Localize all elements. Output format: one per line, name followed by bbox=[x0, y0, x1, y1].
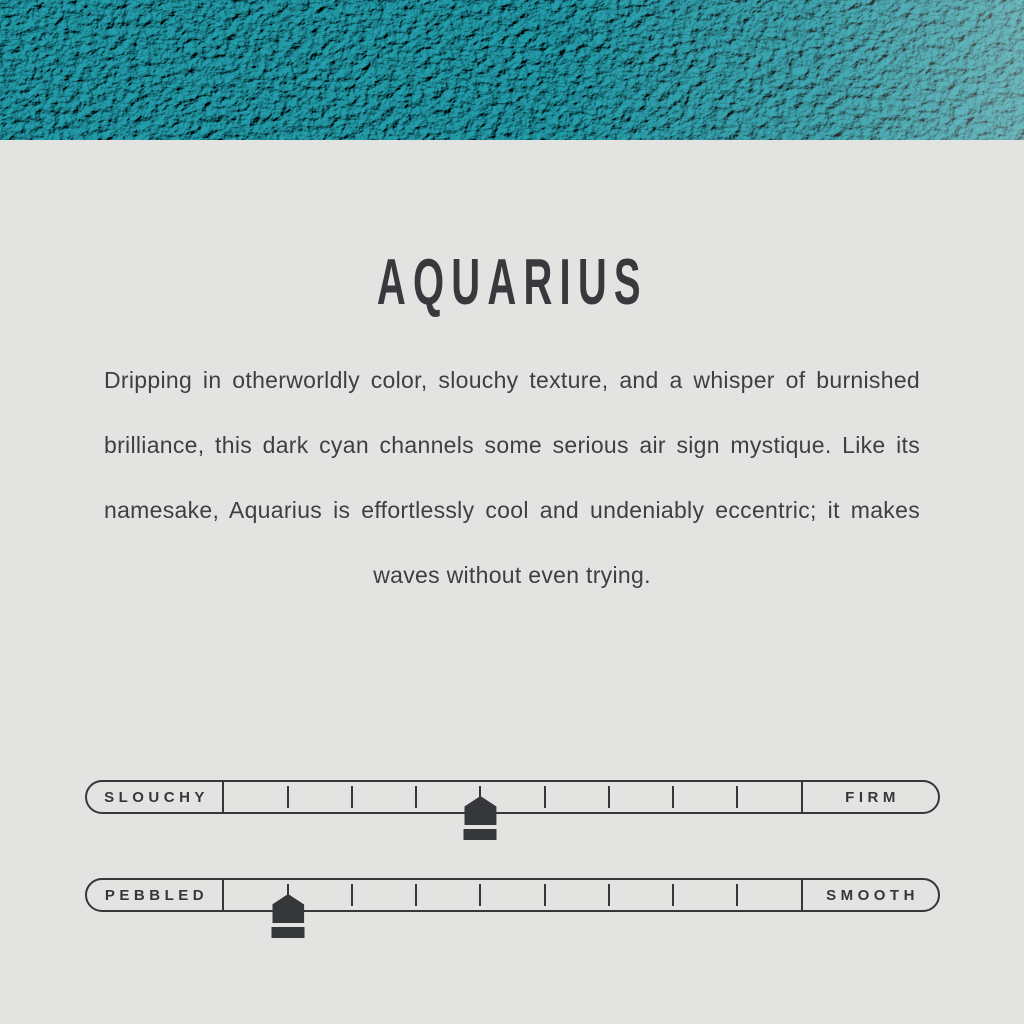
marker-band-icon bbox=[464, 829, 497, 840]
tick-mark bbox=[415, 884, 417, 906]
tick-mark bbox=[544, 884, 546, 906]
tick-mark bbox=[736, 884, 738, 906]
texture-scales bbox=[85, 780, 940, 912]
marker-nib-icon bbox=[464, 796, 496, 825]
leather-texture-image bbox=[0, 0, 1024, 140]
tick-mark bbox=[608, 786, 610, 808]
scale-left-label: PEBBLED bbox=[87, 880, 224, 910]
tick-mark bbox=[479, 884, 481, 906]
tick-mark bbox=[608, 884, 610, 906]
pebbled-smooth-scale bbox=[85, 878, 940, 912]
tick-mark bbox=[415, 786, 417, 808]
color-description-text: Dripping in otherworldly color, slouchy texture, and a whisper of burnished brilliance, this dark cyan channels some serious air sign mystique. Like its namesake, Aquarius is effortlessly cool and undeniably eccentric; it makes waves without even trying. bbox=[104, 367, 920, 588]
marker-band-icon bbox=[272, 927, 305, 938]
scale-left-label: SLOUCHY bbox=[87, 782, 224, 812]
tick-mark bbox=[351, 884, 353, 906]
tick-mark bbox=[736, 786, 738, 808]
position-marker-icon bbox=[464, 796, 497, 840]
slouchy-firm-scale bbox=[85, 780, 940, 814]
scale-track bbox=[224, 880, 801, 910]
scale-right-label: FIRM bbox=[801, 782, 938, 812]
scale-right-label: SMOOTH bbox=[801, 880, 938, 910]
tick-mark bbox=[351, 786, 353, 808]
scale-track bbox=[224, 782, 801, 812]
tick-mark bbox=[287, 786, 289, 808]
color-name-title: AQUARIUS bbox=[376, 245, 648, 319]
position-marker-icon bbox=[272, 894, 305, 938]
marker-nib-icon bbox=[272, 894, 304, 923]
tick-mark bbox=[544, 786, 546, 808]
tick-mark bbox=[672, 786, 674, 808]
tick-mark bbox=[672, 884, 674, 906]
leather-swatch-banner bbox=[0, 0, 1024, 140]
